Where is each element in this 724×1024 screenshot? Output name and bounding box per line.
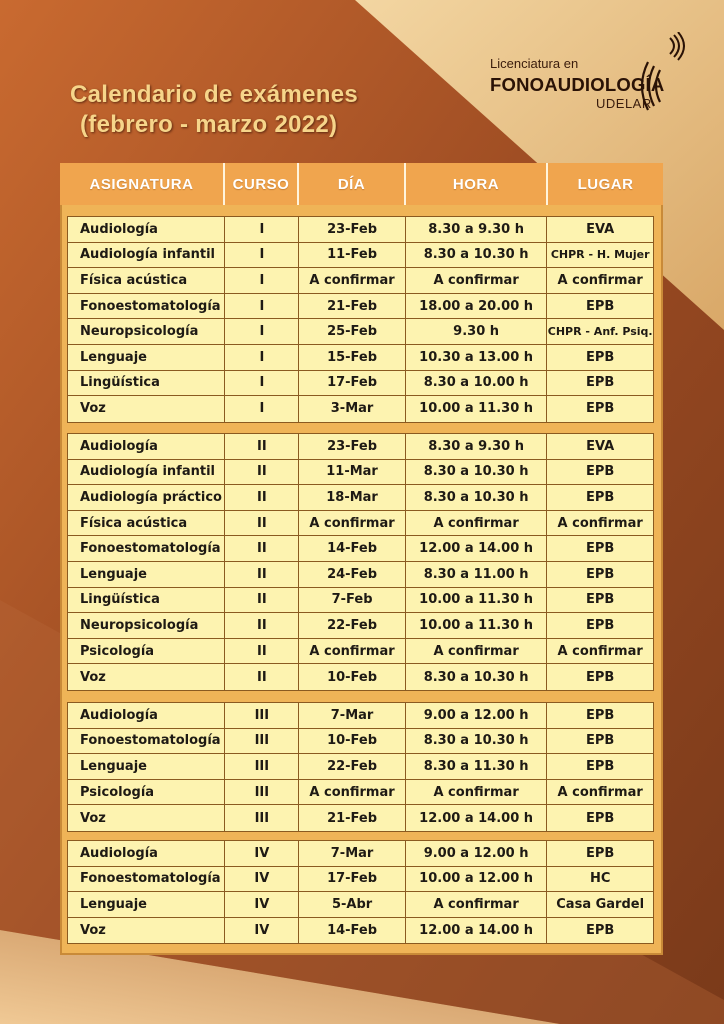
table-row <box>68 664 653 690</box>
table-row <box>68 780 653 806</box>
cell-hora: 8.30 a 9.30 h <box>406 434 548 459</box>
cell-curso: II <box>225 511 299 536</box>
cell-asignatura: Lingüística <box>68 588 225 613</box>
cell-asignatura: Fonoestomatología <box>68 867 225 892</box>
cell-curso: I <box>225 396 299 422</box>
table-row <box>68 511 653 537</box>
cell-asignatura: Voz <box>68 396 225 422</box>
cell-hora: 12.00 a 14.00 h <box>406 805 548 831</box>
table-row <box>68 460 653 486</box>
cell-curso: I <box>225 217 299 242</box>
cell-hora: 8.30 a 10.30 h <box>406 664 548 690</box>
cell-lugar: EPB <box>586 566 615 582</box>
cell-hora: 8.30 a 11.00 h <box>406 562 548 587</box>
cell-hora: A confirmar <box>406 892 548 917</box>
cell-curso: III <box>225 703 299 728</box>
cell-asignatura: Neuropsicología <box>68 613 225 638</box>
cell-asignatura: Psicología <box>68 639 225 664</box>
logo-sub-text: UDELAR <box>596 96 652 111</box>
cell-hora: 12.00 a 14.00 h <box>406 536 548 561</box>
table-row <box>68 319 653 345</box>
cell-lugar: EPB <box>586 489 615 505</box>
cell-asignatura: Voz <box>68 805 225 831</box>
table-row <box>68 217 653 243</box>
cell-asignatura: Física acústica <box>68 268 225 293</box>
table-row <box>68 371 653 397</box>
cell-lugar: EPB <box>586 541 615 557</box>
title-line-2: (febrero - marzo 2022) <box>80 111 338 138</box>
cell-lugar: EPB <box>586 592 615 608</box>
course-group <box>67 216 654 423</box>
cell-hora: 8.30 a 9.30 h <box>406 217 548 242</box>
table-row <box>68 562 653 588</box>
cell-asignatura: Física acústica <box>68 511 225 536</box>
cell-curso: IV <box>225 841 299 866</box>
cell-dia: 7-Feb <box>299 588 406 613</box>
table-row <box>68 892 653 918</box>
table-row <box>68 588 653 614</box>
table-row <box>68 754 653 780</box>
cell-dia: 21-Feb <box>299 805 406 831</box>
cell-dia: A confirmar <box>299 511 406 536</box>
cell-asignatura: Fonoestomatología <box>68 294 225 319</box>
cell-lugar: HC <box>589 871 611 887</box>
header-lugar: LUGAR <box>548 163 663 205</box>
cell-dia: 22-Feb <box>299 613 406 638</box>
cell-asignatura: Lenguaje <box>68 892 225 917</box>
cell-curso: III <box>225 729 299 754</box>
cell-asignatura: Voz <box>68 918 225 944</box>
cell-dia: 14-Feb <box>299 918 406 944</box>
cell-dia: 11-Mar <box>299 460 406 485</box>
cell-lugar: A confirmar <box>557 643 643 659</box>
title-line-1: Calendario de exámenes <box>70 81 359 108</box>
cell-curso: I <box>225 268 299 293</box>
cell-hora: 10.30 a 13.00 h <box>406 345 548 370</box>
cell-dia: A confirmar <box>299 780 406 805</box>
logo <box>490 32 690 127</box>
cell-dia: 25-Feb <box>299 319 406 344</box>
cell-asignatura: Neuropsicología <box>68 319 225 344</box>
cell-dia: 14-Feb <box>299 536 406 561</box>
cell-dia: 11-Feb <box>299 243 406 268</box>
cell-lugar: EPB <box>586 810 615 826</box>
course-group <box>67 433 654 691</box>
cell-dia: 10-Feb <box>299 729 406 754</box>
table-row <box>68 434 653 460</box>
cell-lugar: EPB <box>586 464 615 480</box>
cell-asignatura: Lenguaje <box>68 562 225 587</box>
table-row <box>68 639 653 665</box>
cell-asignatura: Audiología <box>68 434 225 459</box>
cell-asignatura: Voz <box>68 664 225 690</box>
cell-lugar: A confirmar <box>557 784 643 800</box>
cell-asignatura: Audiología infantil <box>68 460 225 485</box>
cell-curso: II <box>225 536 299 561</box>
cell-dia: 17-Feb <box>299 371 406 396</box>
header-asignatura: ASIGNATURA <box>60 163 225 205</box>
header-hora: HORA <box>406 163 548 205</box>
cell-curso: IV <box>225 867 299 892</box>
cell-dia: 7-Mar <box>299 841 406 866</box>
cell-lugar: A confirmar <box>557 272 643 288</box>
cell-asignatura: Fonoestomatología <box>68 729 225 754</box>
cell-lugar: EVA <box>586 438 615 454</box>
cell-hora: 9.00 a 12.00 h <box>406 703 548 728</box>
cell-lugar: EPB <box>586 758 615 774</box>
cell-lugar: EVA <box>586 221 615 237</box>
cell-curso: III <box>225 754 299 779</box>
cell-hora: 8.30 a 10.30 h <box>406 460 548 485</box>
cell-curso: II <box>225 485 299 510</box>
cell-lugar: A confirmar <box>557 515 643 531</box>
cell-asignatura: Fonoestomatología <box>68 536 225 561</box>
cell-curso: II <box>225 460 299 485</box>
table-row <box>68 294 653 320</box>
cell-dia: 5-Abr <box>299 892 406 917</box>
cell-curso: II <box>225 434 299 459</box>
cell-lugar: EPB <box>586 669 615 685</box>
logo-top-text: Licenciatura en <box>490 56 579 71</box>
cell-lugar: EPB <box>586 923 615 939</box>
cell-dia: 23-Feb <box>299 217 406 242</box>
cell-lugar: EPB <box>586 298 615 314</box>
page-title <box>70 80 360 140</box>
cell-hora: 18.00 a 20.00 h <box>406 294 548 319</box>
cell-asignatura: Lingüística <box>68 371 225 396</box>
cell-lugar: Casa Gardel <box>556 896 645 912</box>
cell-hora: 8.30 a 10.30 h <box>406 729 548 754</box>
table-row <box>68 729 653 755</box>
table-row <box>68 703 653 729</box>
cell-curso: I <box>225 243 299 268</box>
table-row <box>68 396 653 422</box>
cell-dia: A confirmar <box>299 268 406 293</box>
cell-asignatura: Audiología <box>68 703 225 728</box>
course-group <box>67 840 654 944</box>
cell-hora: A confirmar <box>406 268 548 293</box>
cell-dia: 23-Feb <box>299 434 406 459</box>
cell-dia: A confirmar <box>299 639 406 664</box>
cell-hora: 8.30 a 10.30 h <box>406 485 548 510</box>
cell-lugar: EPB <box>586 733 615 749</box>
cell-curso: II <box>225 639 299 664</box>
cell-dia: 21-Feb <box>299 294 406 319</box>
cell-dia: 7-Mar <box>299 703 406 728</box>
cell-hora: 10.00 a 11.30 h <box>406 588 548 613</box>
cell-asignatura: Audiología <box>68 841 225 866</box>
table-row <box>68 613 653 639</box>
cell-hora: 8.30 a 11.30 h <box>406 754 548 779</box>
table-row <box>68 268 653 294</box>
cell-curso: I <box>225 294 299 319</box>
cell-curso: I <box>225 319 299 344</box>
cell-curso: I <box>225 371 299 396</box>
cell-dia: 17-Feb <box>299 867 406 892</box>
cell-lugar: EPB <box>586 349 615 365</box>
header-dia: DÍA <box>299 163 406 205</box>
cell-hora: 10.00 a 11.30 h <box>406 396 548 422</box>
cell-lugar: EPB <box>586 845 615 861</box>
cell-asignatura: Audiología <box>68 217 225 242</box>
cell-hora: 12.00 a 14.00 h <box>406 918 548 944</box>
cell-asignatura: Audiología práctico <box>68 485 225 510</box>
sound-waves-icon <box>638 32 688 122</box>
cell-hora: A confirmar <box>406 511 548 536</box>
table-row <box>68 485 653 511</box>
cell-asignatura: Audiología infantil <box>68 243 225 268</box>
table-row <box>68 918 653 944</box>
cell-dia: 3-Mar <box>299 396 406 422</box>
cell-curso: I <box>225 345 299 370</box>
cell-asignatura: Psicología <box>68 780 225 805</box>
cell-curso: III <box>225 805 299 831</box>
cell-curso: IV <box>225 918 299 944</box>
logo-main-text: FONOAUDIOLOGÍA <box>490 74 665 95</box>
cell-curso: II <box>225 562 299 587</box>
cell-asignatura: Lenguaje <box>68 754 225 779</box>
cell-curso: II <box>225 613 299 638</box>
cell-lugar: CHPR - Anf. Psiq. <box>547 325 653 339</box>
cell-hora: 8.30 a 10.00 h <box>406 371 548 396</box>
cell-lugar: EPB <box>586 401 615 417</box>
cell-dia: 10-Feb <box>299 664 406 690</box>
cell-hora: 9.00 a 12.00 h <box>406 841 548 866</box>
cell-hora: 8.30 a 10.30 h <box>406 243 548 268</box>
table-header <box>60 163 663 205</box>
cell-lugar: CHPR - H. Mujer <box>550 248 650 262</box>
table-row <box>68 867 653 893</box>
table-row <box>68 243 653 269</box>
cell-dia: 22-Feb <box>299 754 406 779</box>
cell-dia: 15-Feb <box>299 345 406 370</box>
cell-lugar: EPB <box>586 707 615 723</box>
cell-asignatura: Lenguaje <box>68 345 225 370</box>
cell-dia: 24-Feb <box>299 562 406 587</box>
cell-lugar: EPB <box>586 375 615 391</box>
cell-lugar: EPB <box>586 617 615 633</box>
cell-hora: A confirmar <box>406 639 548 664</box>
table-row <box>68 536 653 562</box>
table-row <box>68 841 653 867</box>
table-row <box>68 805 653 831</box>
cell-hora: 9.30 h <box>406 319 548 344</box>
cell-hora: 10.00 a 11.30 h <box>406 613 548 638</box>
cell-curso: IV <box>225 892 299 917</box>
cell-dia: 18-Mar <box>299 485 406 510</box>
cell-curso: III <box>225 780 299 805</box>
course-group <box>67 702 654 832</box>
table-row <box>68 345 653 371</box>
cell-hora: 10.00 a 12.00 h <box>406 867 548 892</box>
cell-hora: A confirmar <box>406 780 548 805</box>
cell-curso: II <box>225 664 299 690</box>
cell-curso: II <box>225 588 299 613</box>
header-curso: CURSO <box>225 163 299 205</box>
